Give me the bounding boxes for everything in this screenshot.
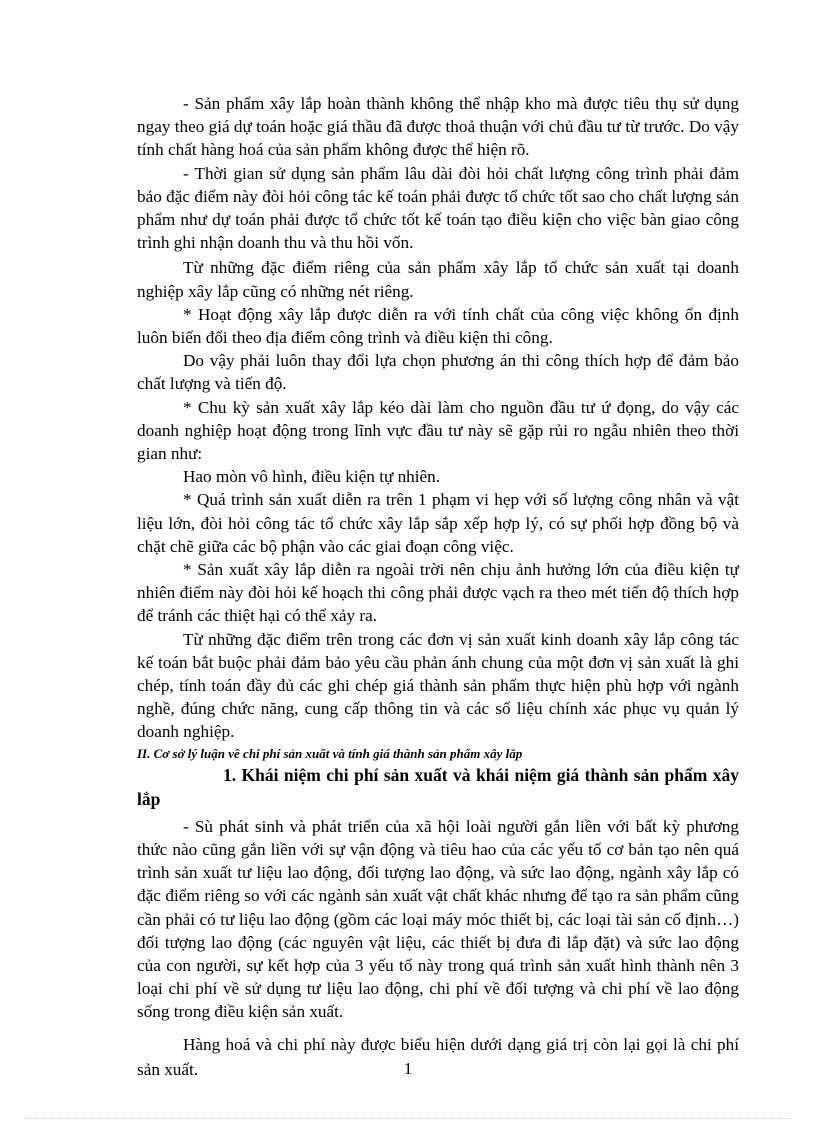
paragraph: * Quá trình sản xuất diễn ra trên 1 phạm vi hẹp với số lượng công nhân và vật liệu lớn, đòi hỏi công tác tổ chức xây lắp sắp xếp hợp lý, có sự phối hợp đồng bộ và chặt chẽ giữa các bộ phận vào các giai đoạn công việc. (137, 490, 739, 556)
paragraph: Hàng hoá và chi phí này được biểu hiện dưới dạng giá trị còn lại gọi là chi phí sản xuất. (137, 1034, 739, 1079)
section-heading: II. Cơ sở lý luận về chi phí sản xuất và tính giá thành sản phẩm xây lắp (137, 745, 523, 761)
paragraph: - Sù phát sinh và phát triển của xã hội loài người gắn liền với bất kỳ phương thức nào cũng gắn liền với sự vận động và tiêu hao của các yếu tố cơ bản tạo nên quá trình sản xuất tư liệu lao động, đối tượng lao động, và sức lao động, ngành xây lắp có đặc điểm riêng so với các ngành sản xuất vật chất khác nhưng để tạo ra sản phẩm cũng cần phải có tư liệu lao động (gồm các loại máy móc thiết bị, các loại tài sản cố định…) đối tượng lao động (các nguyên vật liệu, các thiết bị đưa đi lắp đặt) và sức lao động của con người, sự kết hợp của 3 yếu tố này trong quá trình sản xuất hình thành nên 3 loại chi phí về sử dụng tư liệu lao động, chi phí về đối tượng và chi phí về lao động sống trong điều kiện sản xuất. (137, 816, 739, 1022)
paragraph: * Chu kỳ sản xuất xây lắp kéo dài làm cho nguồn đầu tư ứ đọng, do vậy các doanh nghiệp hoạt động trong lĩnh vực đầu tư này sẽ gặp rủi ro ngẫu nhiên theo thời gian như: (137, 397, 739, 464)
paragraph: - Sản phẩm xây lắp hoàn thành không thể nhập kho mà được tiêu thụ sử dụng ngay theo giá dự toán hoặc giá thầu đã được thoả thuận với chủ đầu tư từ trước. Do vậy tính chất hàng hoá của sản phẩm không được thể hiện rõ. (137, 94, 739, 160)
page-number: 1 (403, 1059, 413, 1078)
paragraph: * Sản xuất xây lắp diễn ra ngoài trời nên chịu ảnh hưởng lớn của điều kiện tự nhiên điểm này đòi hỏi kế hoạch thi công phải được vạch ra theo mét tiến độ thích hợp để tránh các thiệt hại có thể xảy ra. (137, 560, 739, 626)
footer-divider (26, 1118, 790, 1119)
document-body (137, 92, 739, 1082)
subsection-heading: 1. Khái niệm chi phí sản xuất và khái niệm giá thành sản phẩm xây lắp (137, 764, 739, 809)
paragraph: Từ những đặc điểm trên trong các đơn vị sản xuất kinh doanh xây lắp công tác kế toán bắt buộc phải đảm bảo yêu cầu phản ánh chung của một đơn vị sản xuất là ghi chép, tính toán đầy đủ các ghi chép giá thành sản phẩm thực hiện phù hợp với ngành nghề, đúng chức năng, cung cấp thông tin và các số liệu chính xác phục vụ quản lý doanh nghiệp. (137, 629, 739, 742)
paragraph: - Thời gian sử dụng sản phẩm lâu dài đòi hỏi chất lượng công trình phải đảm bảo đặc điểm này đòi hỏi công tác kế toán phải được tổ chức tốt sao cho chất lượng sản phẩm như dự toán phải được tổ chức tốt kế toán tạo điều kiện cho việc bàn giao công trình ghi nhận doanh thu và thu hồi vốn. (137, 163, 739, 253)
paragraph: Từ những đặc điểm riêng của sản phẩm xây lắp tổ chức sản xuất tại doanh nghiệp xây lắp cũng có những nét riêng. (137, 258, 739, 301)
paragraph: Do vậy phải luôn thay đổi lựa chọn phương án thi công thích hợp để đảm bảo chất lượng và tiến độ. (137, 351, 739, 394)
paragraph: * Hoạt động xây lắp được diễn ra với tính chất của công việc không ổn định luôn biến đổi theo địa điểm công trình và điều kiện thi công. (137, 304, 739, 348)
paragraph: Hao mòn vô hình, điều kiện tự nhiên. (183, 467, 441, 487)
